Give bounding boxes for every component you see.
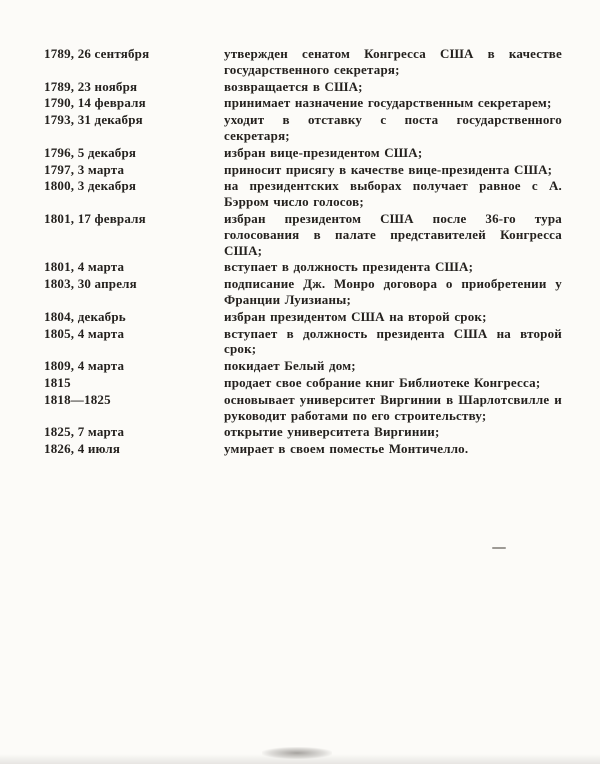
- entry-date: 1804, декабрь: [44, 308, 126, 324]
- entry-date: 1790, 14 февраля: [44, 95, 146, 111]
- entry-event: умирает в своем поместье Монтичелло.: [224, 441, 469, 457]
- entry-date: 1797, 3 марта: [44, 161, 125, 177]
- entry-date: 1796, 5 декабря: [44, 144, 137, 160]
- timeline-entry: [44, 145, 562, 161]
- entry-event: открытие университета Виргинии;: [224, 424, 440, 440]
- entry-event: принимает назначение государственным секретарем;: [224, 95, 552, 111]
- timeline-entry: [44, 392, 562, 424]
- entry-event: основывает университет Виргинии в Шарлотсвилле и руководит работами по его строительству;: [224, 391, 562, 423]
- timeline-entry: [44, 46, 562, 78]
- entry-date: 1793, 31 декабря: [44, 112, 143, 128]
- entry-date: 1803, 30 апреля: [44, 276, 137, 292]
- entry-date: 1809, 4 марта: [44, 358, 125, 374]
- entry-date: 1789, 26 сентября: [44, 46, 150, 61]
- timeline-entry: [44, 79, 562, 95]
- entry-event: продает свое собрание книг Библиотеке Конгресса;: [224, 374, 541, 390]
- timeline-entry: [44, 95, 562, 111]
- timeline-entry: [44, 259, 562, 275]
- entry-event: уходит в отставку с поста государственного секретаря;: [224, 112, 562, 143]
- timeline-entry: [44, 309, 562, 325]
- entry-date: 1826, 4 июля: [44, 441, 121, 457]
- entry-event: подписание Дж. Монро договора о приобретении у Франции Луизианы;: [224, 276, 562, 307]
- entry-event: избран президентом США на второй срок;: [224, 308, 487, 324]
- entry-event: вступает в должность президента США;: [224, 259, 474, 275]
- entry-date: 1818—1825: [44, 391, 111, 407]
- entry-event: вступает в должность президента США на второй срок;: [224, 325, 562, 357]
- timeline-entry: [44, 358, 562, 374]
- entry-date: 1801, 17 февраля: [44, 210, 146, 226]
- timeline-entry: [44, 441, 562, 457]
- scan-smudge: [262, 747, 332, 759]
- timeline-entry: [44, 162, 562, 178]
- entry-event: возвращается в США;: [224, 78, 363, 94]
- entry-event: избран вице-президентом США;: [224, 144, 423, 160]
- entry-date: 1800, 3 декабря: [44, 178, 137, 194]
- entry-event: на президентских выборах получает равное с А. Бэрром число голосов;: [224, 178, 562, 210]
- entry-date: 1805, 4 марта: [44, 325, 125, 341]
- entry-date: 1801, 4 марта: [44, 259, 125, 275]
- entry-date: 1789, 23 ноября: [44, 78, 138, 94]
- timeline-entry: [44, 178, 562, 210]
- chronology-list: [44, 46, 562, 458]
- timeline-entry: [44, 375, 562, 391]
- entry-event: приносит присягу в качестве вице-президента США;: [224, 161, 553, 177]
- timeline-entry: [44, 424, 562, 440]
- entry-date: 1815: [44, 374, 71, 390]
- entry-event: покидает Белый дом;: [224, 358, 356, 374]
- entry-date: 1825, 7 марта: [44, 424, 125, 440]
- timeline-entry: [44, 211, 562, 258]
- timeline-entry: [44, 112, 562, 144]
- timeline-entry: [44, 276, 562, 308]
- timeline-entry: [44, 326, 562, 358]
- entry-event: избран президентом США после 36-го тура голосования в палате представителей Конгресса США;: [224, 210, 562, 258]
- entry-event: утвержден сенатом Конгресса США в качестве государственного секретаря;: [224, 46, 562, 77]
- scan-artifact-dash: [492, 547, 506, 549]
